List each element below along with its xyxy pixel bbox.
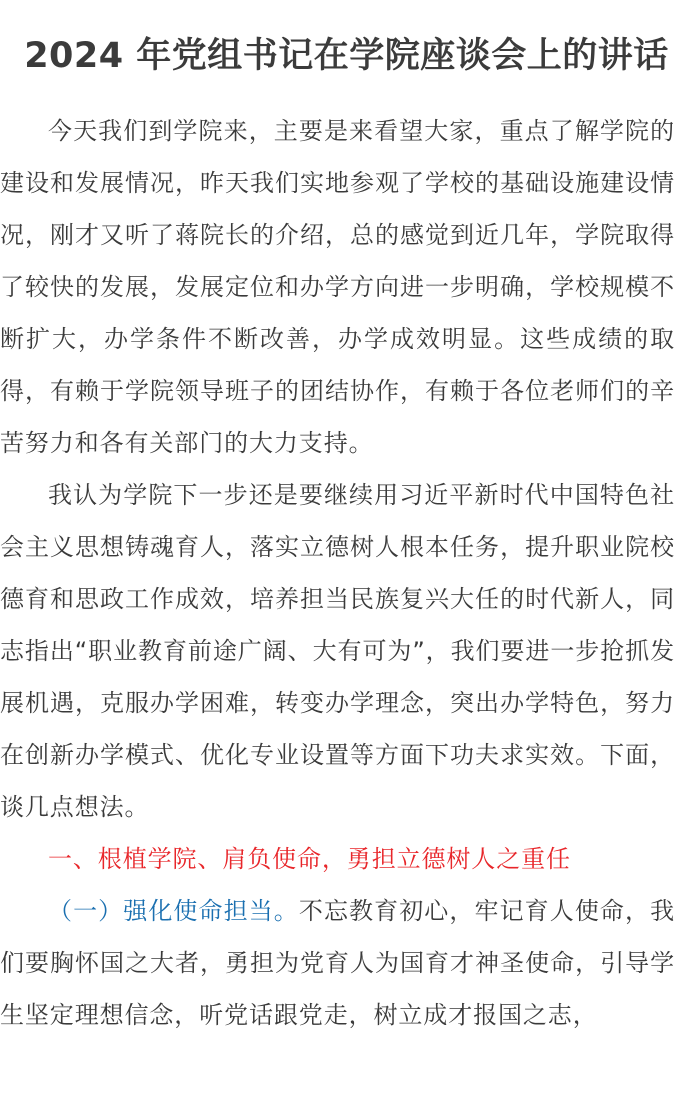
document-title: 2024 年党组书记在学院座谈会上的讲话 [24,36,669,76]
document-body [0,105,675,1041]
section-heading: 一、根植学院、肩负使命，勇担立德树人之重任 [48,845,571,873]
paragraph-intro: 今天我们到学院来，主要是来看望大家，重点了解学院的建设和发展情况，昨天我们实地参观了学校的基础设施建设情况，刚才又听了蒋院长的介绍，总的感觉到近几年，学院取得了较快的发展，发展定位和办学方向进一步明确，学校规模不断扩大，办学条件不断改善，办学成效明显。这些成绩的取得，有赖于学院领导班子的团结协作，有赖于各位老师们的辛苦努力和各有关部门的大力支持。 [0,117,675,457]
subsection-paragraph [0,885,675,1041]
subsection-text: 不忘教育初心，牢记育人使命，我们要胸怀国之大者，勇担为党育人为国育才神圣使命，引导学生坚定理想信念，听党话跟党走，树立成才报国之志， [0,897,675,1029]
subsection-heading: （一）强化使命担当。 [48,897,299,925]
paragraph-next-steps: 我认为学院下一步还是要继续用习近平新时代中国特色社会主义思想铸魂育人，落实立德树人根本任务，提升职业院校德育和思政工作成效，培养担当民族复兴大任的时代新人，同志指出“职业教育前途广阔、大有可为”，我们要进一步抢抓发展机遇，克服办学困难，转变办学理念，突出办学特色，努力在创新办学模式、优化专业设置等方面下功夫求实效。下面，谈几点想法。 [0,481,675,821]
